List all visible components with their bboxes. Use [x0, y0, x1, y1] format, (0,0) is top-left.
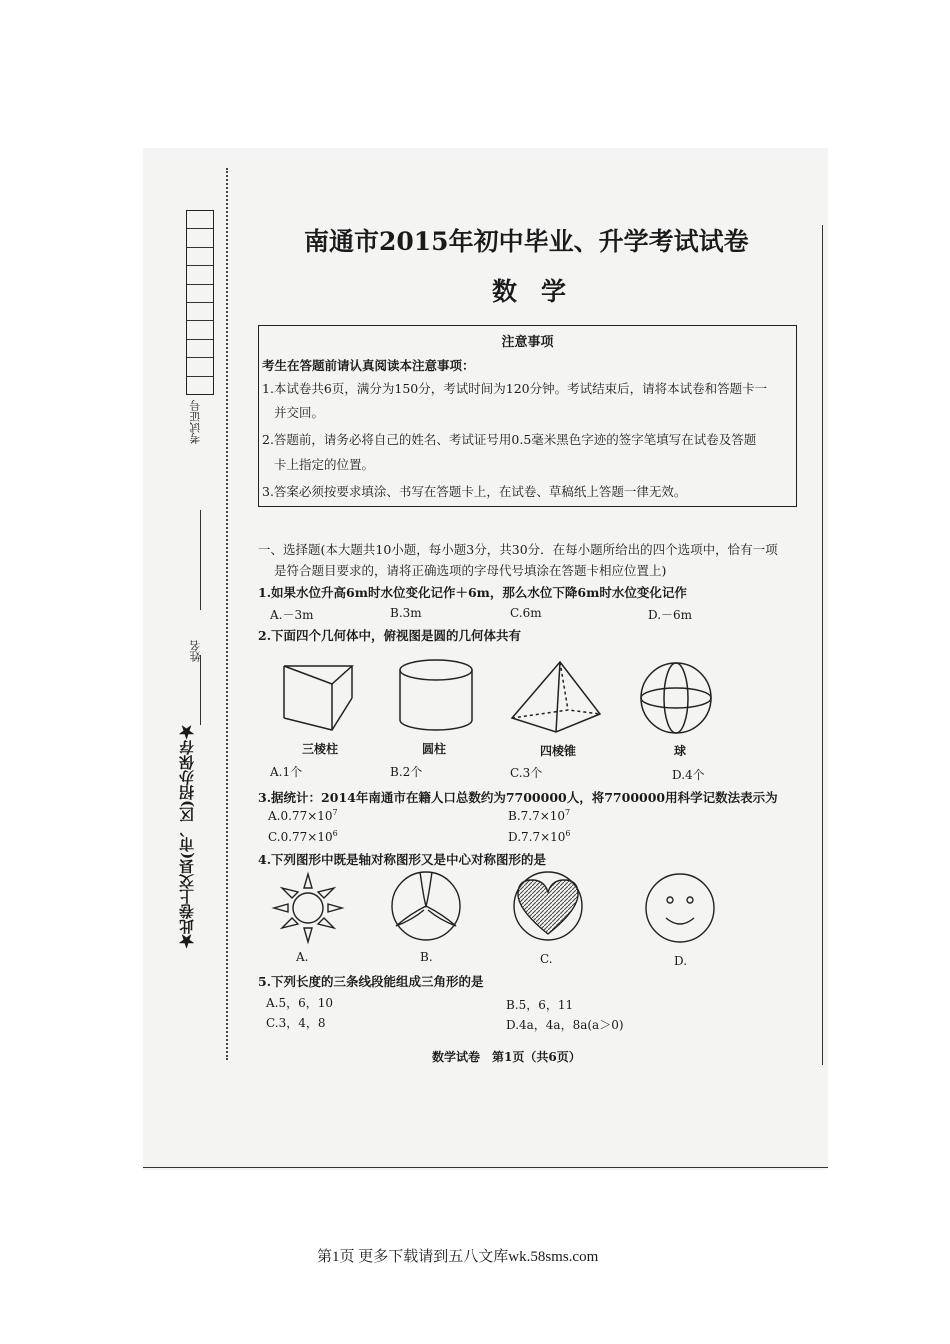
- q4-option-a: A.: [296, 950, 309, 964]
- q1-option-a: A.－3m: [270, 608, 314, 622]
- bottom-caption: 第1页 更多下载请到五八文库wk.58sms.com: [317, 1249, 599, 1265]
- exam-page-footer: 数学试卷 第1页（共6页）: [432, 1050, 581, 1064]
- q2-shape-label-2: 圆柱: [422, 742, 447, 756]
- keep-notice: ★此卷上交县(市、区)招办保存★: [178, 725, 196, 950]
- notice-item-1-line-1: 1.本试卷共6页，满分为150分，考试时间为120分钟。考试结束后，请将本试卷和答题卡一: [262, 381, 768, 396]
- q2-option-b: B.2个: [390, 765, 423, 779]
- right-border: [822, 225, 823, 1065]
- notice-item-3: 3.答案必须按要求填涂、书写在答题卡上，在试卷、草稿纸上答题一律无效。: [262, 484, 687, 499]
- question-1-stem: 1.如果水位升高6m时水位变化记作＋6m，那么水位下降6m时水位变化记作: [258, 585, 687, 600]
- notice-item-1-line-2: 并交回。: [274, 405, 325, 420]
- q2-shape-label-1: 三棱柱: [302, 742, 339, 756]
- triangular-prism-figure: [280, 660, 360, 735]
- section-1-line-2: 是符合题目要求的，请将正确选项的字母代号填涂在答题卡相应位置上): [274, 563, 667, 578]
- question-2-stem: 2.下面四个几何体中，俯视图是圆的几何体共有: [258, 628, 522, 643]
- exam-id-underline: [200, 510, 201, 610]
- q3-option-d: $D.7.7\times 10^6$: [508, 829, 571, 844]
- square-pyramid-figure: [508, 658, 608, 738]
- q1-option-b: B.3m: [390, 606, 422, 620]
- sphere-figure: [638, 660, 718, 740]
- three-blade-figure: [390, 870, 462, 942]
- q2-option-d: D.4个: [672, 768, 705, 782]
- q4-option-c: C.: [540, 952, 553, 966]
- heart-figure: [512, 870, 584, 942]
- q2-option-a: A.1个: [270, 765, 303, 779]
- cylinder-figure: [398, 658, 478, 738]
- exam-id-label: 考试证号: [189, 400, 202, 444]
- notice-intro: 考生在答题前请认真阅读本注意事项：: [262, 358, 475, 373]
- q2-shape-label-4: 球: [674, 744, 687, 758]
- question-5-stem: 5.下列长度的三条线段能组成三角形的是: [258, 974, 484, 989]
- q4-option-d: D.: [674, 954, 688, 968]
- notice-box: [258, 325, 797, 507]
- q1-option-d: D.－6m: [648, 608, 693, 622]
- q3-option-c: $C.0.77\times 10^6$: [268, 829, 338, 844]
- bottom-border: [143, 1167, 828, 1168]
- page-title: 南通市2015年初中毕业、升学考试试卷: [304, 227, 749, 256]
- subject-title: 数学: [492, 277, 591, 306]
- name-label: 姓名: [189, 640, 202, 662]
- q3-option-a: $A.0.77\times 10^7$: [268, 808, 338, 823]
- question-3-stem: 3.据统计：2014年南通市在籍人口总数约为7700000人，将7700000用科学记数法表示为: [258, 790, 778, 805]
- section-1-line-1: 一、选择题(本大题共10小题，每小题3分，共30分．在每小题所给出的四个选项中，恰有一项: [258, 542, 778, 557]
- scanned-page: [143, 148, 828, 1170]
- smiley-face-figure: [644, 872, 716, 944]
- name-underline: [200, 655, 201, 725]
- q5-option-d: D.4a，4a，8a(a＞0): [506, 1018, 624, 1032]
- q1-option-c: C.6m: [510, 606, 542, 620]
- q2-option-c: C.3个: [510, 766, 543, 780]
- q2-shape-label-3: 四棱锥: [540, 744, 577, 758]
- sun-figure: [268, 868, 348, 948]
- q5-option-b: B.5，6，11: [506, 998, 574, 1012]
- q5-option-c: C.3，4，8: [266, 1016, 326, 1030]
- q4-option-b: B.: [420, 950, 433, 964]
- notice-item-2-line-1: 2.答题前，请务必将自己的姓名、考试证号用0.5毫米黑色字迹的签字笔填写在试卷及答题: [262, 432, 757, 447]
- question-4-stem: 4.下列图形中既是轴对称图形又是中心对称图形的是: [258, 852, 547, 867]
- q5-option-a: A.5，6，10: [266, 996, 334, 1010]
- notice-item-2-line-2: 卡上指定的位置。: [274, 457, 375, 472]
- seal-line: [226, 168, 228, 1060]
- q3-option-b: $B.7.7\times 10^7$: [508, 808, 571, 823]
- exam-id-grid: [186, 210, 214, 395]
- notice-heading: 注意事项: [501, 335, 554, 350]
